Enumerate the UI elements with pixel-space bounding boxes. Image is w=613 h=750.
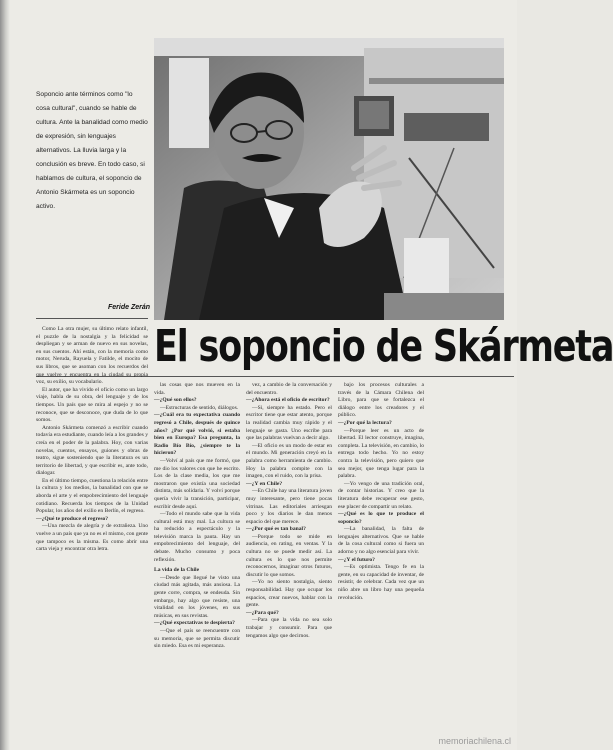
paragraph: —Que el país se reencuentre con su memoria, que se permita discutir sin miedo. Esa es mi esperanza. <box>154 628 240 650</box>
paragraph: —Desde que llegué he visto una ciudad más agitada, más ansiosa. La gente corre, compra, se endeuda. Sin embargo, hay algo que resiste, una vitalidad en los jóvenes, en sus músicas, en sus revistas. <box>154 574 240 619</box>
question: —¿Y el futuro? <box>338 556 375 563</box>
paragraph: —Es optimista. Tengo fe en la gente, en su capacidad de inventar, de resistir, de celebrar. Cada vez que un niño abre un libro hay una pequeña revolución. <box>338 564 424 601</box>
scan-edge-shadow <box>0 0 10 750</box>
question: —¿Por qué es tan banal? <box>246 526 306 533</box>
question: —¿Qué son ellos? <box>154 397 197 404</box>
portrait-illustration <box>154 38 504 320</box>
paragraph: bajo los procesos culturales a través de la Cámara Chilena del Libro, para que se fortalezca el diálogo entre los creadores y el público. <box>338 382 424 419</box>
paragraph: Antonio Skármeta comenzó a escribir cuando todavía era estudiante, cuando leía a los grandes y creía en el poder de la palabra. Hoy, con varias novelas, cuentos, ensayos, guiones y obras de teatro, sigue sosteniendo que la literatura es un territorio de libertad, y que escribir es, ante todo, dialogar. <box>36 424 148 477</box>
byline: Feride Zerán <box>108 304 151 311</box>
portrait-photo <box>154 38 504 320</box>
paragraph: Como La otra mujer, su último relato infantil, el puzzle de la nostalgia y la felicidad se despliegan y se arman de nuevo en sus novelas, en sus cuentos. Ahí están, con la memoria como motor, Neruda, Rayuela y Fatilde, el mocito de sus libros, que se asoman con los recuerdos del que vuelve y encuentra en la ciudad su propia voz, su exilio, su vocabulario. <box>36 326 148 386</box>
paragraph: En el último tiempo, cuestiona la relación entre la cultura y los medios, la banalidad con que se aborda el arte y el empobrecimiento del lenguaje cotidiano. Recuerda los tiempos de la Unidad Popular, los años del exilio en Berlín, el regreso. <box>36 477 148 515</box>
paragraph: —Estructuras de sentido, diálogos. <box>160 404 239 411</box>
paragraph: las cosas que nos mueven en la vida. <box>154 382 240 396</box>
paragraph: vez, a cambio de la conversación y del encuentro. <box>246 382 332 396</box>
paragraph: —Yo vengo de una tradición oral, de contar historias. Y creo que la literatura debe recuperar ese gesto, ese placer de compartir un relato. <box>338 480 424 510</box>
paragraph: —Yo no siento nostalgia, siento responsabilidad. Hay que ocupar los espacios, crear nuevos, hablar con la gente. <box>246 579 332 609</box>
question: —¿Qué te produce el regreso? <box>36 515 109 522</box>
question: —¿Qué es lo que te produce el soponcio? <box>338 511 424 525</box>
byline-rule <box>36 318 148 319</box>
paragraph: —Porque leer es un acto de libertad. El lector construye, imagina, completa. La televisión, en cambio, lo entrega todo hecho. Yo no estoy contra la televisión, pero quiero que sea mejor, que tenga lugar para la palabra. <box>338 427 424 480</box>
paragraph: —La banalidad, la falta de lenguajes alternativos. Que se hable de la cosa cultural como si fuera un adorno y no algo esencial para vivir. <box>338 526 424 556</box>
question: —¿Ahora está el oficio de escritor? <box>246 397 330 404</box>
text-column-1 <box>36 326 148 742</box>
question: —¿Y en Chile? <box>246 480 283 487</box>
intro-text: Soponcio ante términos como "lo cosa cultural", cuando se hable de cultura. Ante la banalidad como medio de expresión, sin lenguajes alternativos. La lluvia larga y la conclusión es breve. En todo caso, si hablamos de cultura, el soponcio de Antonio Skármeta es un soponcio activo. <box>36 91 148 210</box>
paragraph: —Si, siempre ha estado. Pero el escritor tiene que estar atento, porque la realidad cambia muy rápido y el lenguaje se gasta. Uno escribe para que las palabras vuelvan a decir algo. <box>246 404 332 442</box>
watermark: memoriachilena.cl <box>438 736 511 746</box>
paragraph: —En Chile hay una literatura joven muy interesante, pero tiene pocas vitrinas. Las editoriales arriesgan poco y los diarios le dan menos espacio del que merece. <box>246 488 332 525</box>
paragraph: —Todo el mundo sabe que la vida cultural está muy mal. La cultura se ha reducido a espectáculo y la televisión marca la pauta. Hay un empobrecimiento del lenguaje, del debate. Mucho consumo y poca reflexión. <box>154 511 240 563</box>
text-column-4 <box>338 382 424 742</box>
question: —¿Cuál era tu expectativa cuando regresó a Chile, después de quince años? ¿Por qué volvió, si estaba bien en Europa? Esa pregunta, la Radio Bío Bío, ¿siempre te la hicieron? <box>154 412 240 457</box>
subheading: La vida de la Chile <box>154 567 200 574</box>
question: —¿Qué expectativas te despierta? <box>154 620 235 627</box>
paragraph: El autor, que ha vivido el oficio como un largo viaje, habla de su obra, del lenguaje y de los tiempos. Un país que se mira al espejo y no se reconoce, que se desconoce, que duda de lo que somos. <box>36 386 148 424</box>
question: —¿Por qué la lectura? <box>338 419 392 426</box>
paragraph: —Volví al país que me formó, que me dio los valores con que he escrito. Los de la clase media, los que me mostraron que existía una sociedad distinta, más solidaria. Y volví porque quería vivir la transición, participar, escribir desde aquí. <box>154 457 240 510</box>
question: —¿Para qué? <box>246 609 279 616</box>
paragraph: —Para que la vida no sea solo trabajar y consumir. Para que tengamos algo que decirnos. <box>246 617 332 639</box>
text-column-3 <box>246 382 332 742</box>
paragraph: —Porque todo se mide en audiencia, en rating, en ventas. Y la cultura no se puede medir así. La cultura es lo que nos permite reconocernos, imaginar otros futuros, discutir lo que somos. <box>246 533 332 578</box>
paragraph: —El oficio es un modo de estar en el mundo. Mi generación creyó en la palabra como herramienta de cambio. Hoy la palabra compite con la imagen, con el ruido, con la prisa. <box>246 442 332 480</box>
paragraph: —Una mezcla de alegría y de extrañeza. Uno vuelve a un país que ya no es el mismo, con gente que tampoco es la misma. Es como abrir una carta vieja y encontrar otra letra. <box>36 523 148 553</box>
text-column-2 <box>154 382 240 742</box>
headline: El soponcio de Skármeta <box>154 322 613 372</box>
